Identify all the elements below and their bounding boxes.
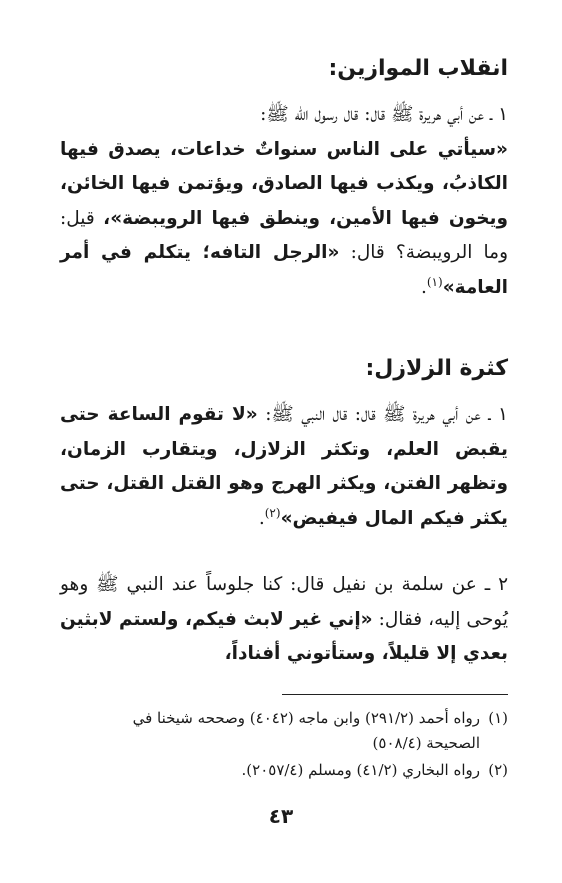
footnote-ref[interactable]: (١) (426, 274, 443, 289)
hadith-paragraph-1 (60, 98, 508, 305)
footnote-number: (٢) (488, 761, 508, 779)
hadith-text: «إني غير لابث فيكم، ولستم لابثين بعدي إلا قليلاً، وستأتوني أفناداً، (60, 608, 508, 664)
footnote-ref[interactable]: (٢) (264, 505, 281, 520)
page-number: ٤٣ (268, 804, 294, 828)
section-heading-reversal-of-standards: انقلاب الموازين: (328, 56, 508, 81)
narration-question: قيل: وما الرويبضة؟ قال: (60, 207, 508, 263)
hadith-text: «لا تقوم الساعة حتى يقبض العلم، وتكثر الزلازل، ويتقارب الزمان، وتظهر الفتن، ويكثر الهرج وهو القتل القتل، حتى يكثر فيكم المال فيفيض» (60, 404, 508, 529)
hadith-paragraph-2 (60, 398, 508, 536)
footnote-number: (١) (488, 709, 508, 727)
footnote-text: رواه البخاري (٤١/٢) ومسلم (٢٠٥٧/٤). (241, 761, 480, 779)
footnote-divider (282, 694, 508, 695)
sentence-end: . (258, 507, 265, 529)
footnote-2 (60, 758, 508, 783)
footnote-text-continued: الصحيحة (٥٠٨/٤) (372, 734, 480, 752)
narration-intro: ١ ـ عن أبي هريرة ﷺ قال: قال رسول الله ﷺ: (260, 104, 508, 125)
narration-intro: ١ ـ عن أبي هريرة ﷺ قال: قال النبي ﷺ: (257, 404, 508, 425)
footnote-text: رواه أحمد (٢٩١/٢) وابن ماجه (٤٠٤٢) وصححه شيخنا في (132, 709, 480, 727)
hadith-answer: «الرجل التافه؛ يتكلم في أمر العامة» (60, 242, 508, 298)
narration-intro: ٢ ـ عن سلمة بن نفيل قال: كنا جلوساً عند النبي ﷺ وهو يُوحى إليه، فقال: (60, 574, 508, 630)
footnote-1 (60, 706, 508, 756)
hadith-text: «سيأتي على الناس سنواتٌ خداعات، يصدق فيها الكاذبُ، ويكذب فيها الصادق، ويؤتمن فيها الخائن، ويخون فيها الأمين، وينطق فيها الرويبضة»، (60, 138, 508, 229)
hadith-paragraph-3 (60, 568, 508, 672)
section-heading-earthquakes: كثرة الزلازل: (365, 356, 508, 381)
sentence-end: . (420, 276, 427, 298)
